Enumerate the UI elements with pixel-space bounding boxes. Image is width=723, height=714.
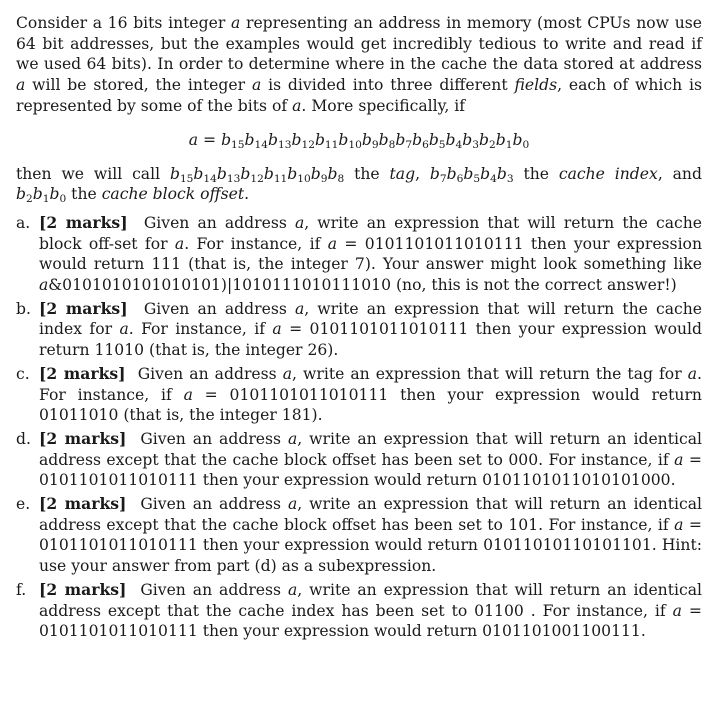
- bit-b10: b: [338, 130, 349, 149]
- bit-subscript: 4: [455, 138, 463, 151]
- marks: [2 marks]: [39, 494, 127, 514]
- question-e: [16, 494, 702, 577]
- bit-b15: b: [221, 130, 232, 149]
- tag-bits: [170, 165, 344, 183]
- bit-b12: b: [291, 130, 302, 149]
- bit-subscript: 6: [422, 138, 429, 151]
- marks: [2 marks]: [39, 428, 127, 448]
- bit-b4: b: [480, 164, 491, 183]
- bit-subscript: 11: [324, 138, 339, 151]
- question-label: a.: [16, 213, 31, 232]
- bit-subscript: 0: [522, 138, 530, 151]
- question-text: [2 marks] Given an address a, write an expression that will return an identical address except that the cache block offset has been set to 101. For instance, if a = 0101101011010111 then your expression would return 01011010110101101. Hint: use your answer from part (d) as a subexpression.: [39, 494, 702, 576]
- bit-b3: b: [462, 130, 473, 149]
- bit-b14: b: [244, 130, 255, 149]
- bit-subscript: 2: [489, 138, 496, 151]
- bit-b5: b: [463, 164, 474, 183]
- question-text: [2 marks] Given an address a, write an expression that will return the cache index for a. For instance, if a = 0101101011010111 then your expression would return 11010 (that is, the integer 26).: [39, 298, 703, 360]
- bit-subscript: 1: [42, 193, 50, 206]
- bit-b10: b: [287, 164, 298, 183]
- bit-b2: b: [16, 185, 26, 204]
- bit-subscript: 11: [273, 172, 288, 185]
- bit-subscript: 8: [337, 172, 345, 185]
- marks: [2 marks]: [39, 212, 128, 232]
- question-label: c.: [16, 364, 30, 383]
- marks: [2 marks]: [39, 579, 127, 599]
- bit-b13: b: [216, 164, 227, 183]
- question-text: [2 marks] Given an address a, write an expression that will return an identical address except that the cache block offset has been set to 000. For instance, if a = 0101101011010111 then your expression would return 0101101011010101000.: [39, 428, 702, 490]
- bit-sequence: [221, 131, 529, 149]
- question-text: [2 marks] Given an address a, write an expression that will return the tag for a. For instance, if a = 0101101011010111 then your expression would return 01011010 (that is, the integer 181).: [39, 363, 702, 425]
- bit-b6: b: [446, 164, 457, 183]
- bit-b12: b: [240, 164, 251, 183]
- bit-b8: b: [327, 164, 338, 183]
- question-label: b.: [16, 299, 31, 318]
- question-b: [16, 299, 702, 361]
- bit-subscript: 12: [250, 172, 264, 185]
- bit-b7: b: [429, 164, 440, 183]
- question-f: [16, 580, 702, 642]
- bit-subscript: 13: [277, 138, 292, 151]
- bit-subscript: 14: [254, 138, 268, 151]
- bit-subscript: 5: [438, 138, 446, 151]
- bit-b2: b: [479, 130, 489, 149]
- bit-b1: b: [495, 130, 506, 149]
- marks: [2 marks]: [39, 363, 126, 383]
- question-label: d.: [16, 429, 31, 448]
- bit-b14: b: [193, 164, 204, 183]
- bit-b5: b: [428, 130, 439, 149]
- bit-b0: b: [512, 130, 523, 149]
- bit-b8: b: [378, 130, 389, 149]
- bit-b11: b: [263, 164, 274, 183]
- bit-b3: b: [496, 164, 507, 183]
- bit-subscript: 10: [297, 172, 311, 185]
- field-definition-paragraph: then we will call $b_{15}b_{14}b_{13}b_{12}b_{11}b_{10}b_9b_8$ the tag, $b_7b_6b_5b_4b_3$ the cache index, and $b_2b_1b_0$ the cache block offset.: [16, 164, 702, 206]
- address-bits-equation: $a = b_{15}b_{14}b_{13}b_{12}b_{11}b_{10}b_9b_8b_7b_6b_5b_4b_3b_2b_1b_0$: [188, 130, 530, 151]
- bit-b13: b: [268, 130, 278, 149]
- bit-subscript: 4: [490, 172, 497, 185]
- bit-subscript: 0: [59, 193, 67, 206]
- index-bits: [430, 165, 514, 183]
- bit-b9: b: [310, 164, 321, 183]
- bit-b6: b: [412, 130, 423, 149]
- bit-b0: b: [49, 185, 60, 204]
- bit-subscript: 9: [320, 172, 328, 185]
- bit-subscript: 15: [179, 172, 194, 185]
- question-c: [16, 364, 702, 426]
- bit-subscript: 14: [203, 172, 217, 185]
- bit-subscript: 6: [456, 172, 464, 185]
- intro-paragraph: Consider a 16 bits integer a representing an address in memory (most CPUs now use 64 bit addresses, but the examples would get incredibly tedious to write and read if we used 64 bits). In order to determine where in the cache the data stored at address a will be stored, the integer a is divided into three different fields, each of which is represented by some of the bits of a. More specifically, if: [16, 14, 703, 115]
- bit-b4: b: [445, 130, 456, 149]
- offset-bits: [16, 185, 67, 206]
- bit-subscript: 1: [505, 138, 513, 151]
- bit-subscript: 3: [506, 172, 514, 185]
- question-label: f.: [16, 580, 27, 599]
- question-label: e.: [16, 495, 31, 514]
- bit-b9: b: [361, 130, 372, 149]
- bit-b7: b: [395, 130, 406, 149]
- bit-b11: b: [314, 130, 325, 149]
- bit-subscript: 15: [231, 138, 245, 151]
- bit-subscript: 9: [371, 138, 379, 151]
- question-a: [16, 213, 702, 296]
- bit-subscript: 5: [473, 172, 481, 185]
- bit-subscript: 10: [348, 138, 362, 151]
- question-d: [16, 429, 702, 491]
- bit-subscript: 13: [226, 172, 241, 185]
- bit-subscript: 3: [472, 138, 480, 151]
- bit-subscript: 12: [301, 138, 315, 151]
- bit-subscript: 8: [388, 138, 396, 151]
- bit-subscript: 2: [25, 193, 33, 206]
- bit-subscript: 7: [405, 138, 413, 151]
- question-list: [16, 213, 723, 642]
- bit-subscript: 7: [439, 172, 447, 185]
- bit-b1: b: [32, 185, 43, 204]
- bit-b15: b: [169, 164, 180, 183]
- question-text: [2 marks] Given an address a, write an expression that will return the cache block off-set for a. For instance, if a = 0101101011010111 then your expression would return 111 (that is, the integer 7). Your answer might look something like a&0101010101010101)|1010111010111010 (no, this is not the correct answer!): [39, 212, 703, 295]
- marks: [2 marks]: [39, 298, 128, 318]
- question-text: [2 marks] Given an address a, write an expression that will return an identical address except that the cache index has been set to 01100 . For instance, if a = 0101101011010111 then your expression would return 0101101001100111.: [39, 579, 702, 641]
